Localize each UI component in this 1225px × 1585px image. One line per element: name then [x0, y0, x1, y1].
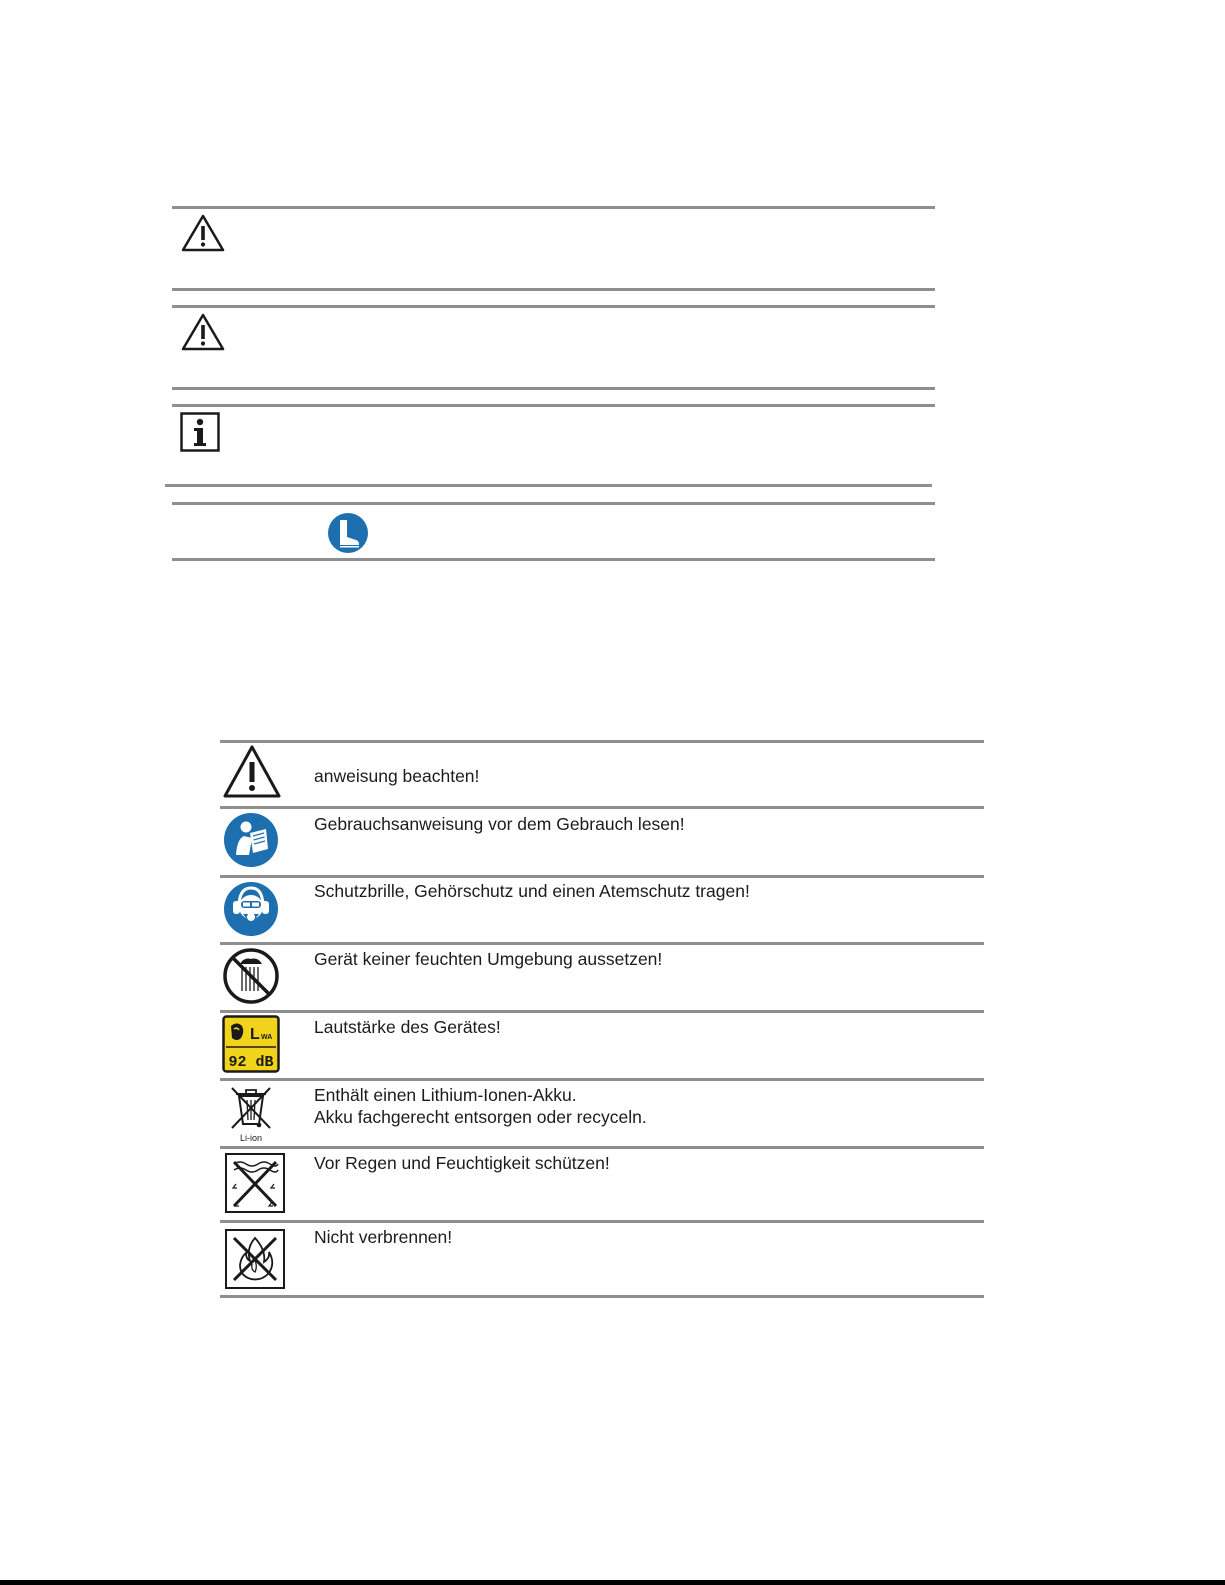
li-ion-caption: Li-ion — [239, 1133, 263, 1143]
noise-level-icon — [222, 1015, 280, 1073]
table-row-text: Nicht verbrennen! — [314, 1227, 453, 1247]
divider — [172, 558, 935, 561]
info-icon — [180, 412, 220, 452]
table-row-text: Gebrauchsanweisung vor dem Gebrauch lesen! — [314, 814, 685, 834]
table-row-text: Vor Regen und Feuchtigkeit schützen! — [314, 1153, 610, 1173]
table-row-text: anweisung beachten! — [314, 766, 480, 786]
noise-symbol-subscript: WA — [261, 1034, 273, 1041]
table-rule — [220, 1220, 984, 1223]
table-rule — [220, 806, 984, 809]
table-row-text: Lautstärke des Gerätes! — [314, 1017, 501, 1037]
divider — [172, 502, 935, 505]
divider — [172, 387, 935, 390]
no-moisture-icon — [222, 947, 280, 1005]
table-rule — [220, 875, 984, 878]
divider — [172, 206, 935, 209]
divider — [172, 404, 935, 407]
li-ion-disposal-icon — [222, 1082, 280, 1144]
table-rule — [220, 942, 984, 945]
read-manual-icon — [222, 811, 280, 869]
warning-triangle-icon — [180, 312, 226, 352]
warning-triangle-icon — [222, 744, 282, 800]
noise-level-value: 92 dB — [228, 1054, 274, 1071]
table-rule — [220, 1010, 984, 1013]
table-rule — [220, 1146, 984, 1149]
protect-from-rain-icon — [224, 1152, 286, 1214]
noise-symbol-text: L — [250, 1026, 260, 1043]
page-bottom-border — [0, 1580, 1225, 1585]
table-rule — [220, 1078, 984, 1081]
divider — [165, 484, 932, 487]
table-row-text: Schutzbrille, Gehörschutz und einen Atemschutz tragen! — [314, 881, 750, 901]
table-row-text: Enthält einen Lithium-Ionen-Akku. Akku fachgerecht entsorgen oder recyceln. — [314, 1085, 647, 1127]
do-not-burn-icon — [224, 1228, 286, 1290]
safety-boots-icon — [325, 510, 371, 556]
table-rule — [220, 1295, 984, 1298]
warning-triangle-icon — [180, 213, 226, 253]
eye-ear-respiratory-protection-icon — [222, 880, 280, 938]
divider — [172, 288, 935, 291]
table-rule — [220, 740, 984, 743]
divider — [172, 305, 935, 308]
table-row-text: Gerät keiner feuchten Umgebung aussetzen! — [314, 949, 663, 969]
